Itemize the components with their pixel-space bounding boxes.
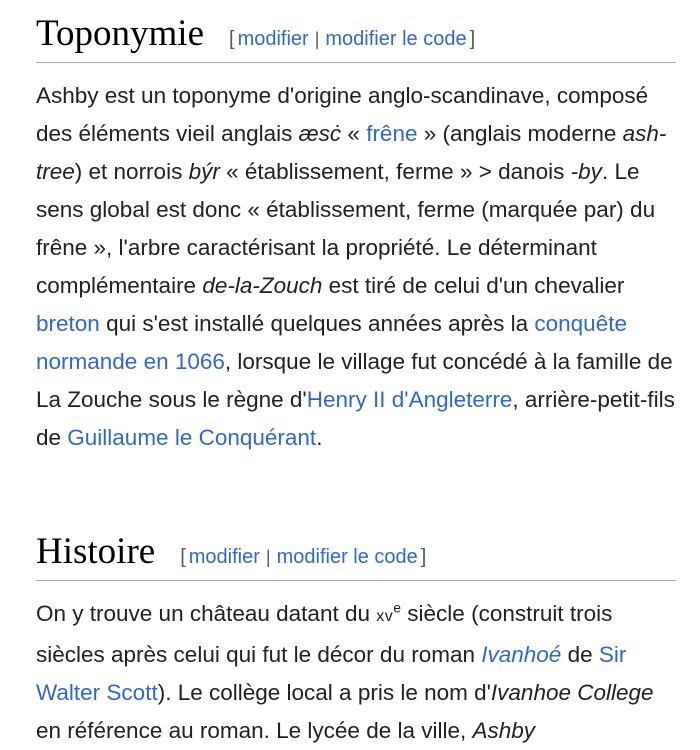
link-walter-scott[interactable]: Sir Walter Scott	[36, 642, 627, 705]
century-superscript: e	[393, 599, 402, 616]
edit-link[interactable]: modifier	[188, 546, 260, 568]
italic-term: Ashby	[472, 718, 536, 743]
edit-source-link[interactable]: modifier le code	[325, 28, 467, 50]
edit-section-links	[177, 546, 429, 569]
section-title: Toponymie	[36, 13, 204, 54]
edit-source-link[interactable]: modifier le code	[276, 546, 418, 568]
text: . Le sens global est donc « établissement, ferme (marquée par) du frêne », l'arbre caractérisant la propriété. Le déterminant complémentaire	[36, 159, 656, 298]
edit-bracket-close: ]	[420, 546, 427, 568]
century-numeral: xv	[376, 608, 394, 625]
link-ivanhoe[interactable]: Ivanhoé	[481, 642, 562, 667]
italic-term: æsċ	[298, 121, 342, 146]
section-heading	[36, 12, 676, 63]
text: , arrière-petit-fils de	[36, 387, 675, 450]
link-frene[interactable]: frêne	[366, 121, 418, 146]
section-toponymie	[36, 12, 676, 457]
text: qui s'est installé quelques années après la	[99, 311, 535, 336]
italic-term: Ivanhoe College	[490, 680, 654, 705]
link-guillaume[interactable]: Guillaume le Conquérant	[67, 425, 317, 450]
text: ). Le collège local a pris le nom d'	[157, 680, 491, 705]
section-title: Histoire	[36, 531, 156, 572]
text: est tiré de celui d'un chevalier	[322, 273, 625, 298]
text: On y trouve un château datant du	[36, 601, 377, 626]
paragraph-toponymie	[36, 77, 676, 457]
italic-term: -by	[570, 159, 602, 184]
link-breton[interactable]: breton	[36, 311, 100, 336]
italic-term: de-la-Zouch	[202, 273, 323, 298]
italic-term: ash-tree	[36, 121, 667, 184]
text: ) et norrois	[74, 159, 189, 184]
text: siècle (construit trois siècles après celui qui fut le décor du roman	[36, 601, 613, 667]
edit-link[interactable]: modifier	[237, 28, 309, 50]
edit-section-links	[226, 28, 478, 51]
section-histoire	[36, 530, 676, 750]
edit-bracket-open: [	[180, 546, 186, 568]
section-heading	[36, 530, 676, 581]
edit-bracket-open: [	[229, 28, 235, 50]
edit-divider: |	[265, 547, 271, 567]
text: en référence au roman. Le lycée de la ville,	[36, 718, 473, 743]
text: » (anglais moderne	[417, 121, 623, 146]
text: Ashby est un toponyme d'origine anglo-scandinave, composé des éléments vieil anglais	[36, 83, 649, 146]
text: .	[316, 425, 323, 450]
text: «	[341, 121, 367, 146]
text: de	[561, 642, 599, 667]
link-henry-ii[interactable]: Henry II d'Angleterre	[306, 387, 513, 412]
edit-divider: |	[314, 29, 320, 49]
paragraph-histoire	[36, 595, 676, 750]
text: « établissement, ferme » > danois	[219, 159, 571, 184]
italic-term: býr	[188, 159, 220, 184]
text: , lorsque le village fut concédé à la famille de La Zouche sous le règne d'	[36, 349, 673, 412]
link-conquete-normande[interactable]: conquête normande en 1066	[36, 311, 627, 374]
edit-bracket-close: ]	[469, 28, 476, 50]
